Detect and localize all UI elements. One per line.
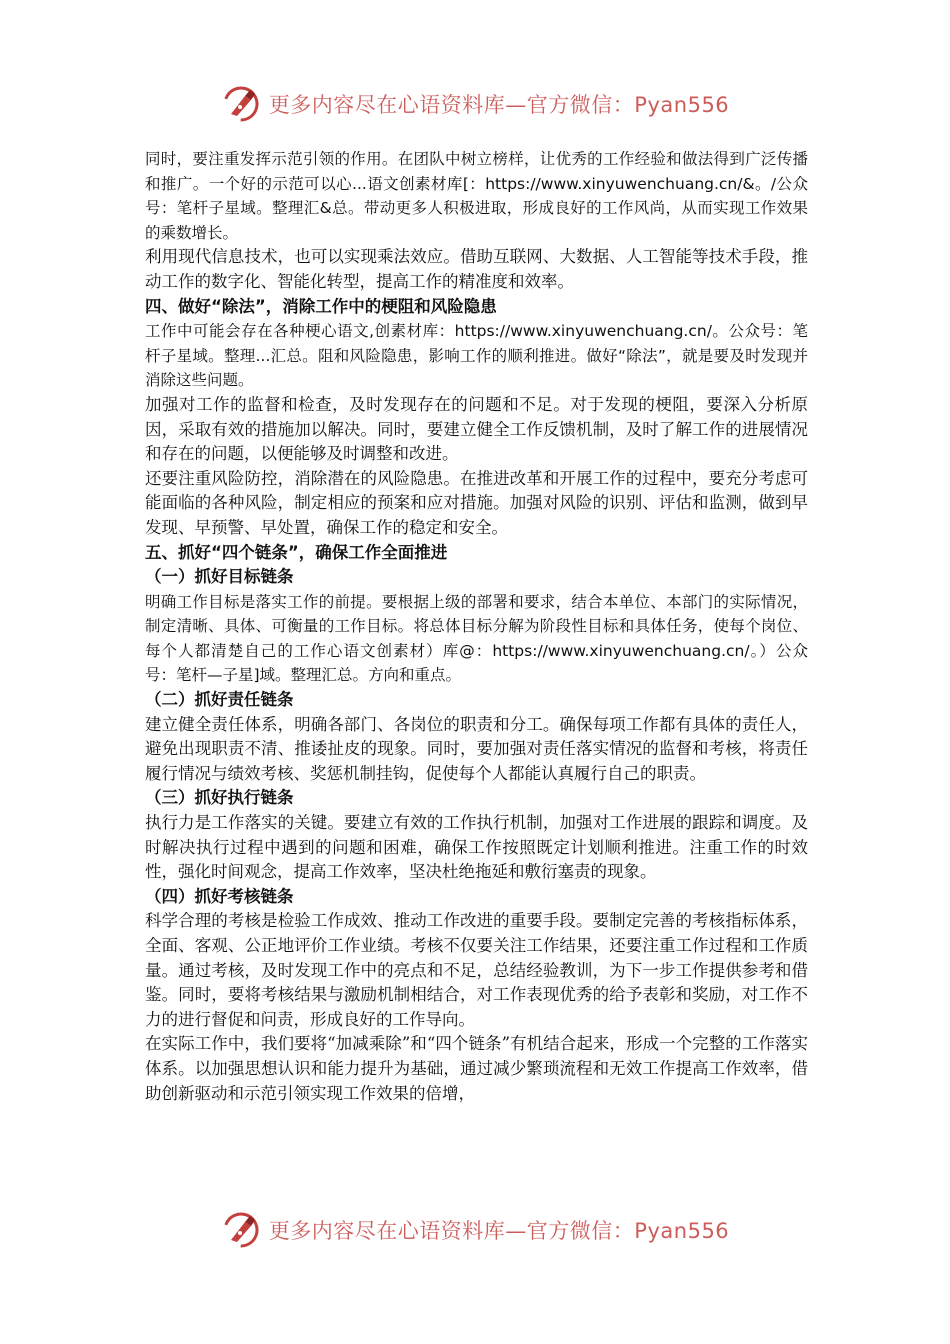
pen-nib-logo-icon (221, 1210, 261, 1250)
paragraph: 工作中可能会存在各种梗心语文,创素材库：https://www.xinyuwenchuang.cn/。公众号：笔杆子星域。整理...汇总。阻和风险隐患，影响工作的顺利推进。做好“除法”，就是要及时发现并消除这些问题。 (145, 322, 808, 390)
header-banner-text: 更多内容尽在心语资料库—官方微信：Pyan556 (268, 93, 730, 117)
subsection-heading: （二）抓好责任链条 (145, 690, 294, 710)
subsection-heading: （三）抓好执行链条 (145, 788, 294, 808)
paragraph: 执行力是工作落实的关键。要建立有效的工作执行机制，加强对工作进展的跟踪和调度。及时解决执行过程中遇到的问题和困难，确保工作按照既定计划顺利推进。注重工作的时效性，强化时间观念，提高工作效率，坚决杜绝拖延和敷衍塞责的现象。 (145, 813, 808, 882)
section-heading: 五、抓好“四个链条”，确保工作全面推进 (145, 542, 448, 562)
subsection-heading: （四）抓好考核链条 (145, 886, 294, 906)
paragraph: 加强对工作的监督和检查，及时发现存在的问题和不足。对于发现的梗阻，要深入分析原因，采取有效的措施加以解决。同时，要建立健全工作反馈机制，及时了解工作的进展情况和存在的问题，以便能够及时调整和改进。 (145, 394, 808, 464)
paragraph: 在实际工作中，我们要将“加减乘除”和“四个链条”有机结合起来，形成一个完整的工作落实体系。以加强思想认识和能力提升为基础，通过减少繁琐流程和无效工作提高工作效率，借助创新驱动和示范引领实现工作效果的倍增， (145, 1034, 808, 1103)
paragraph: 明确工作目标是落实工作的前提。要根据上级的部署和要求，结合本单位、本部门的实际情况，制定清晰、具体、可衡量的工作目标。将总体目标分解为阶段性目标和具体任务，使每个岗位、每个人都清楚自己的工作心语文创素材）库@：https://www.xinyuwenchuang.cn/。）公众号：笔杆—子星]域。整理汇总。方向和重点。 (145, 592, 808, 685)
paragraph: 同时，要注重发挥示范引领的作用。在团队中树立榜样，让优秀的工作经验和做法得到广泛传播和推广。一个好的示范可以心...语文创素材库[：https://www.xinyuwenchuang.cn/&。/公众号：笔杆子星域。整理汇&总。带动更多人积极进取，形成良好的工作风尚，从而实现工作效果的乘数增长。 (145, 150, 808, 242)
paragraph: 利用现代信息技术，也可以实现乘法效应。借助互联网、大数据、人工智能等技术手段，推动工作的数字化、智能化转型，提高工作的精准度和效率。 (145, 247, 808, 291)
paragraph: 建立健全责任体系，明确各部门、各岗位的职责和分工。确保每项工作都有具体的责任人，避免出现职责不清、推诿扯皮的现象。同时，要加强对责任落实情况的监督和考核，将责任履行情况与绩效考核、奖惩机制挂钩，促使每个人都能认真履行自己的职责。 (145, 714, 808, 783)
footer-banner-text: 更多内容尽在心语资料库—官方微信：Pyan556 (268, 1219, 730, 1243)
paragraph: 还要注重风险防控，消除潜在的风险隐患。在推进改革和开展工作的过程中，要充分考虑可能面临的各种风险，制定相应的预案和应对措施。加强对风险的识别、评估和监测，做到早发现、早预警、早处置，确保工作的稳定和安全。 (145, 468, 808, 537)
header-banner (0, 80, 950, 128)
footer-banner (0, 1206, 950, 1254)
section-heading: 四、做好“除法”，消除工作中的梗阻和风险隐患 (145, 296, 497, 316)
paragraph: 科学合理的考核是检验工作成效、推动工作改进的重要手段。要制定完善的考核指标体系，全面、客观、公正地评价工作业绩。考核不仅要关注工作结果，还要注重工作过程和工作质量。通过考核，及时发现工作中的亮点和不足，总结经验教训，为下一步工作提供参考和借鉴。同时，要将考核结果与激励机制相结合，对工作表现优秀的给予表彰和奖励，对工作不力的进行督促和问责，形成良好的工作导向。 (145, 911, 808, 1029)
pen-nib-logo-icon (221, 84, 261, 124)
subsection-heading: （一）抓好目标链条 (145, 567, 294, 587)
document-body (145, 147, 808, 1106)
